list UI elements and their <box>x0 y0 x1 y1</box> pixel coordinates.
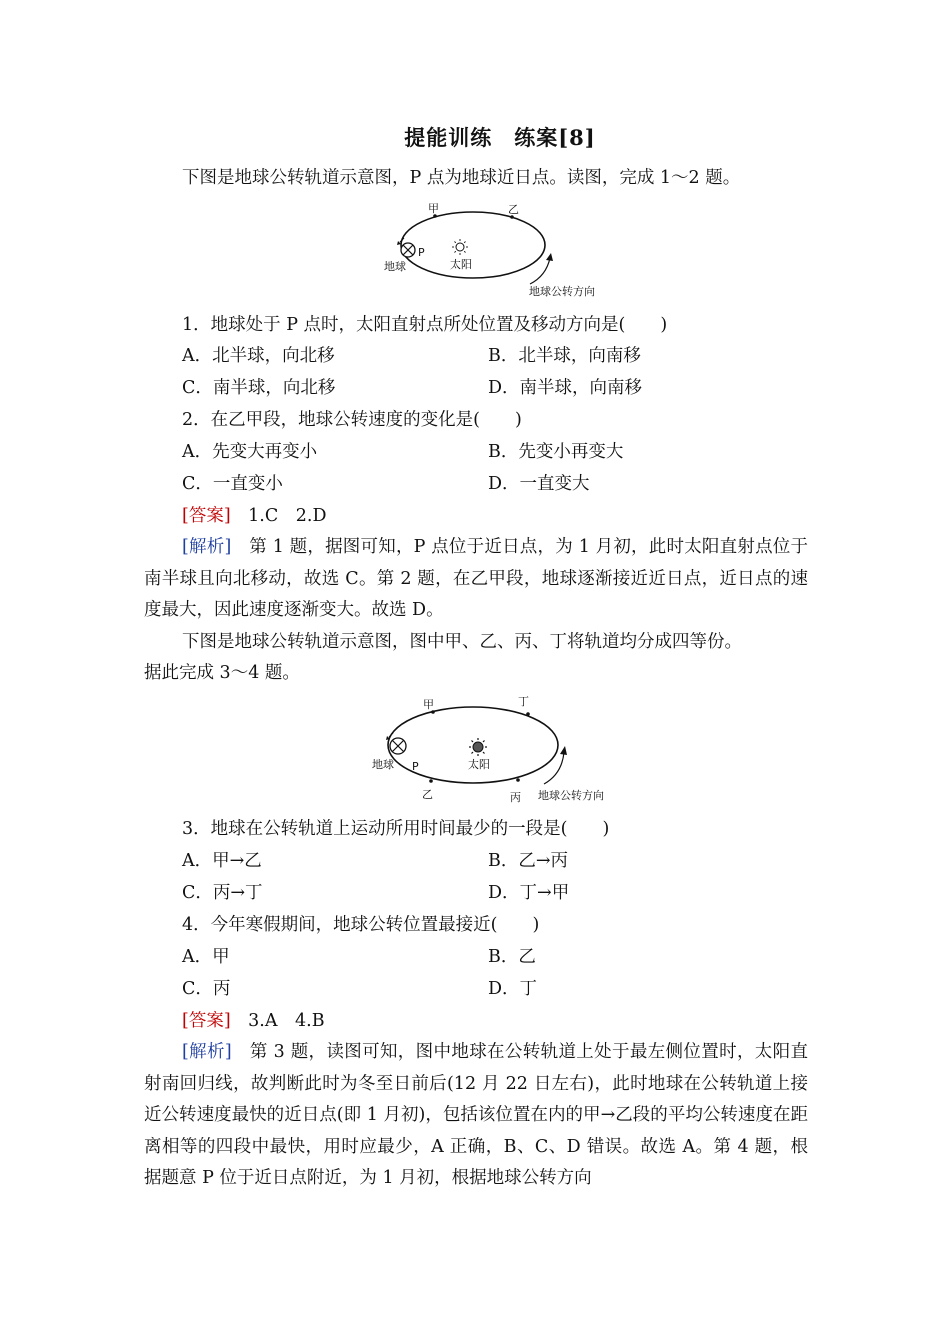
q3-option-d: D．丁→甲 <box>488 883 570 903</box>
q3-option-a: A．甲→乙 <box>182 851 262 871</box>
q2-option-b: B．先变小再变大 <box>488 442 624 462</box>
sun-icon <box>469 738 487 756</box>
explanation-tag: [解析] <box>182 537 232 557</box>
label-ding: 丁 <box>518 695 529 708</box>
point-yi <box>429 779 433 783</box>
q4-option-c: C．丙 <box>182 979 231 999</box>
q4-option-d: D．丁 <box>488 979 538 999</box>
explanation-text: 第 1 题，据图可知，P 点位于近日点，为 1 月初，此时太阳直射点位于南半球且向北移动，故选 C。第 2 题，在乙甲段，地球逐渐接近近日点，近日点的速度最大，因此速度逐渐变大。故选 D。 <box>144 537 809 620</box>
q1-option-a: A．北半球，向北移 <box>182 346 335 366</box>
point-bing <box>516 778 520 782</box>
explanation-text: 第 3 题，读图可知，图中地球在公转轨道上处于最左侧位置时，太阳直射南回归线，故判断此时为冬至日前后(12 月 22 日左右)，此时地球在公转轨道上接近公转速度最快的近日点(即 1 月初)，包括该位置在内的甲→乙段的平均公转速度在距离相等的四段中最快，用时应最少，A 正确，B、C、D 错误。故选 A。第 4 题，根据题意 P 位于近日点附近，为 1 月初，根据地球公转方向 <box>144 1042 808 1188</box>
q2-stem: 2．在乙甲段，地球公转速度的变化是( ) <box>182 410 522 430</box>
answer-tag: [答案] <box>182 1011 231 1031</box>
label-sun: 太阳 <box>468 758 490 771</box>
q1-option-b: B．北半球，向南移 <box>488 346 641 366</box>
explanation-tag: [解析] <box>182 1042 232 1062</box>
label-yi: 乙 <box>422 788 433 801</box>
label-sun: 太阳 <box>450 258 472 271</box>
q3-option-c: C．丙→丁 <box>182 883 263 903</box>
label-p: P <box>412 760 419 773</box>
label-earth: 地球 <box>372 758 394 771</box>
intro-2a: 下图是地球公转轨道示意图，图中甲、乙、丙、丁将轨道均分成四等份。 <box>182 632 742 652</box>
answer-text: 3.A 4.B <box>230 1011 325 1031</box>
q3-stem: 3．地球在公转轨道上运动所用时间最少的一段是( ) <box>182 819 610 839</box>
q2-option-d: D．一直变大 <box>488 474 590 494</box>
q2-option-a: A．先变大再变小 <box>182 442 318 462</box>
page-title: 提能训练 练案[8] <box>404 125 596 150</box>
label-p: P <box>418 246 425 259</box>
answer-1 <box>182 504 326 528</box>
label-direction: 地球公转方向 <box>538 789 604 802</box>
arrowhead-icon <box>546 253 553 261</box>
earth-symbol-icon <box>397 238 415 257</box>
label-direction: 地球公转方向 <box>529 285 595 298</box>
direction-arrow-icon <box>530 258 550 284</box>
q1-option-d: D．南半球，向南移 <box>488 378 643 398</box>
q3-option-b: B．乙→丙 <box>488 851 569 871</box>
point-ding <box>526 712 530 716</box>
q4-option-a: A．甲 <box>182 947 230 967</box>
orbit-diagram-1 <box>380 200 610 300</box>
q4-stem: 4．今年寒假期间，地球公转位置最接近( ) <box>182 915 540 935</box>
label-earth: 地球 <box>384 260 406 273</box>
label-jia: 甲 <box>423 698 434 711</box>
q2-option-c: C．一直变小 <box>182 474 283 494</box>
answer-text: 1.C 2.D <box>230 506 327 526</box>
answer-2 <box>182 1009 325 1033</box>
q1-stem: 1．地球处于 P 点时，太阳直射点所处位置及移动方向是( ) <box>182 315 668 335</box>
intro-2b: 据此完成 3～4 题。 <box>144 663 300 683</box>
orbit-diagram-2 <box>368 690 618 808</box>
sun-icon <box>452 239 468 255</box>
label-yi: 乙 <box>508 203 519 216</box>
orbit-ellipse <box>401 212 545 278</box>
q4-option-b: B．乙 <box>488 947 536 967</box>
arrowhead-icon <box>560 746 567 755</box>
intro-1: 下图是地球公转轨道示意图，P 点为地球近日点。读图，完成 1～2 题。 <box>182 168 741 188</box>
answer-tag: [答案] <box>182 506 231 526</box>
explanation-2 <box>144 1037 808 1195</box>
label-bing: 丙 <box>510 791 521 804</box>
label-jia: 甲 <box>428 202 439 215</box>
explanation-1 <box>144 532 808 627</box>
q1-option-c: C．南半球，向北移 <box>182 378 336 398</box>
